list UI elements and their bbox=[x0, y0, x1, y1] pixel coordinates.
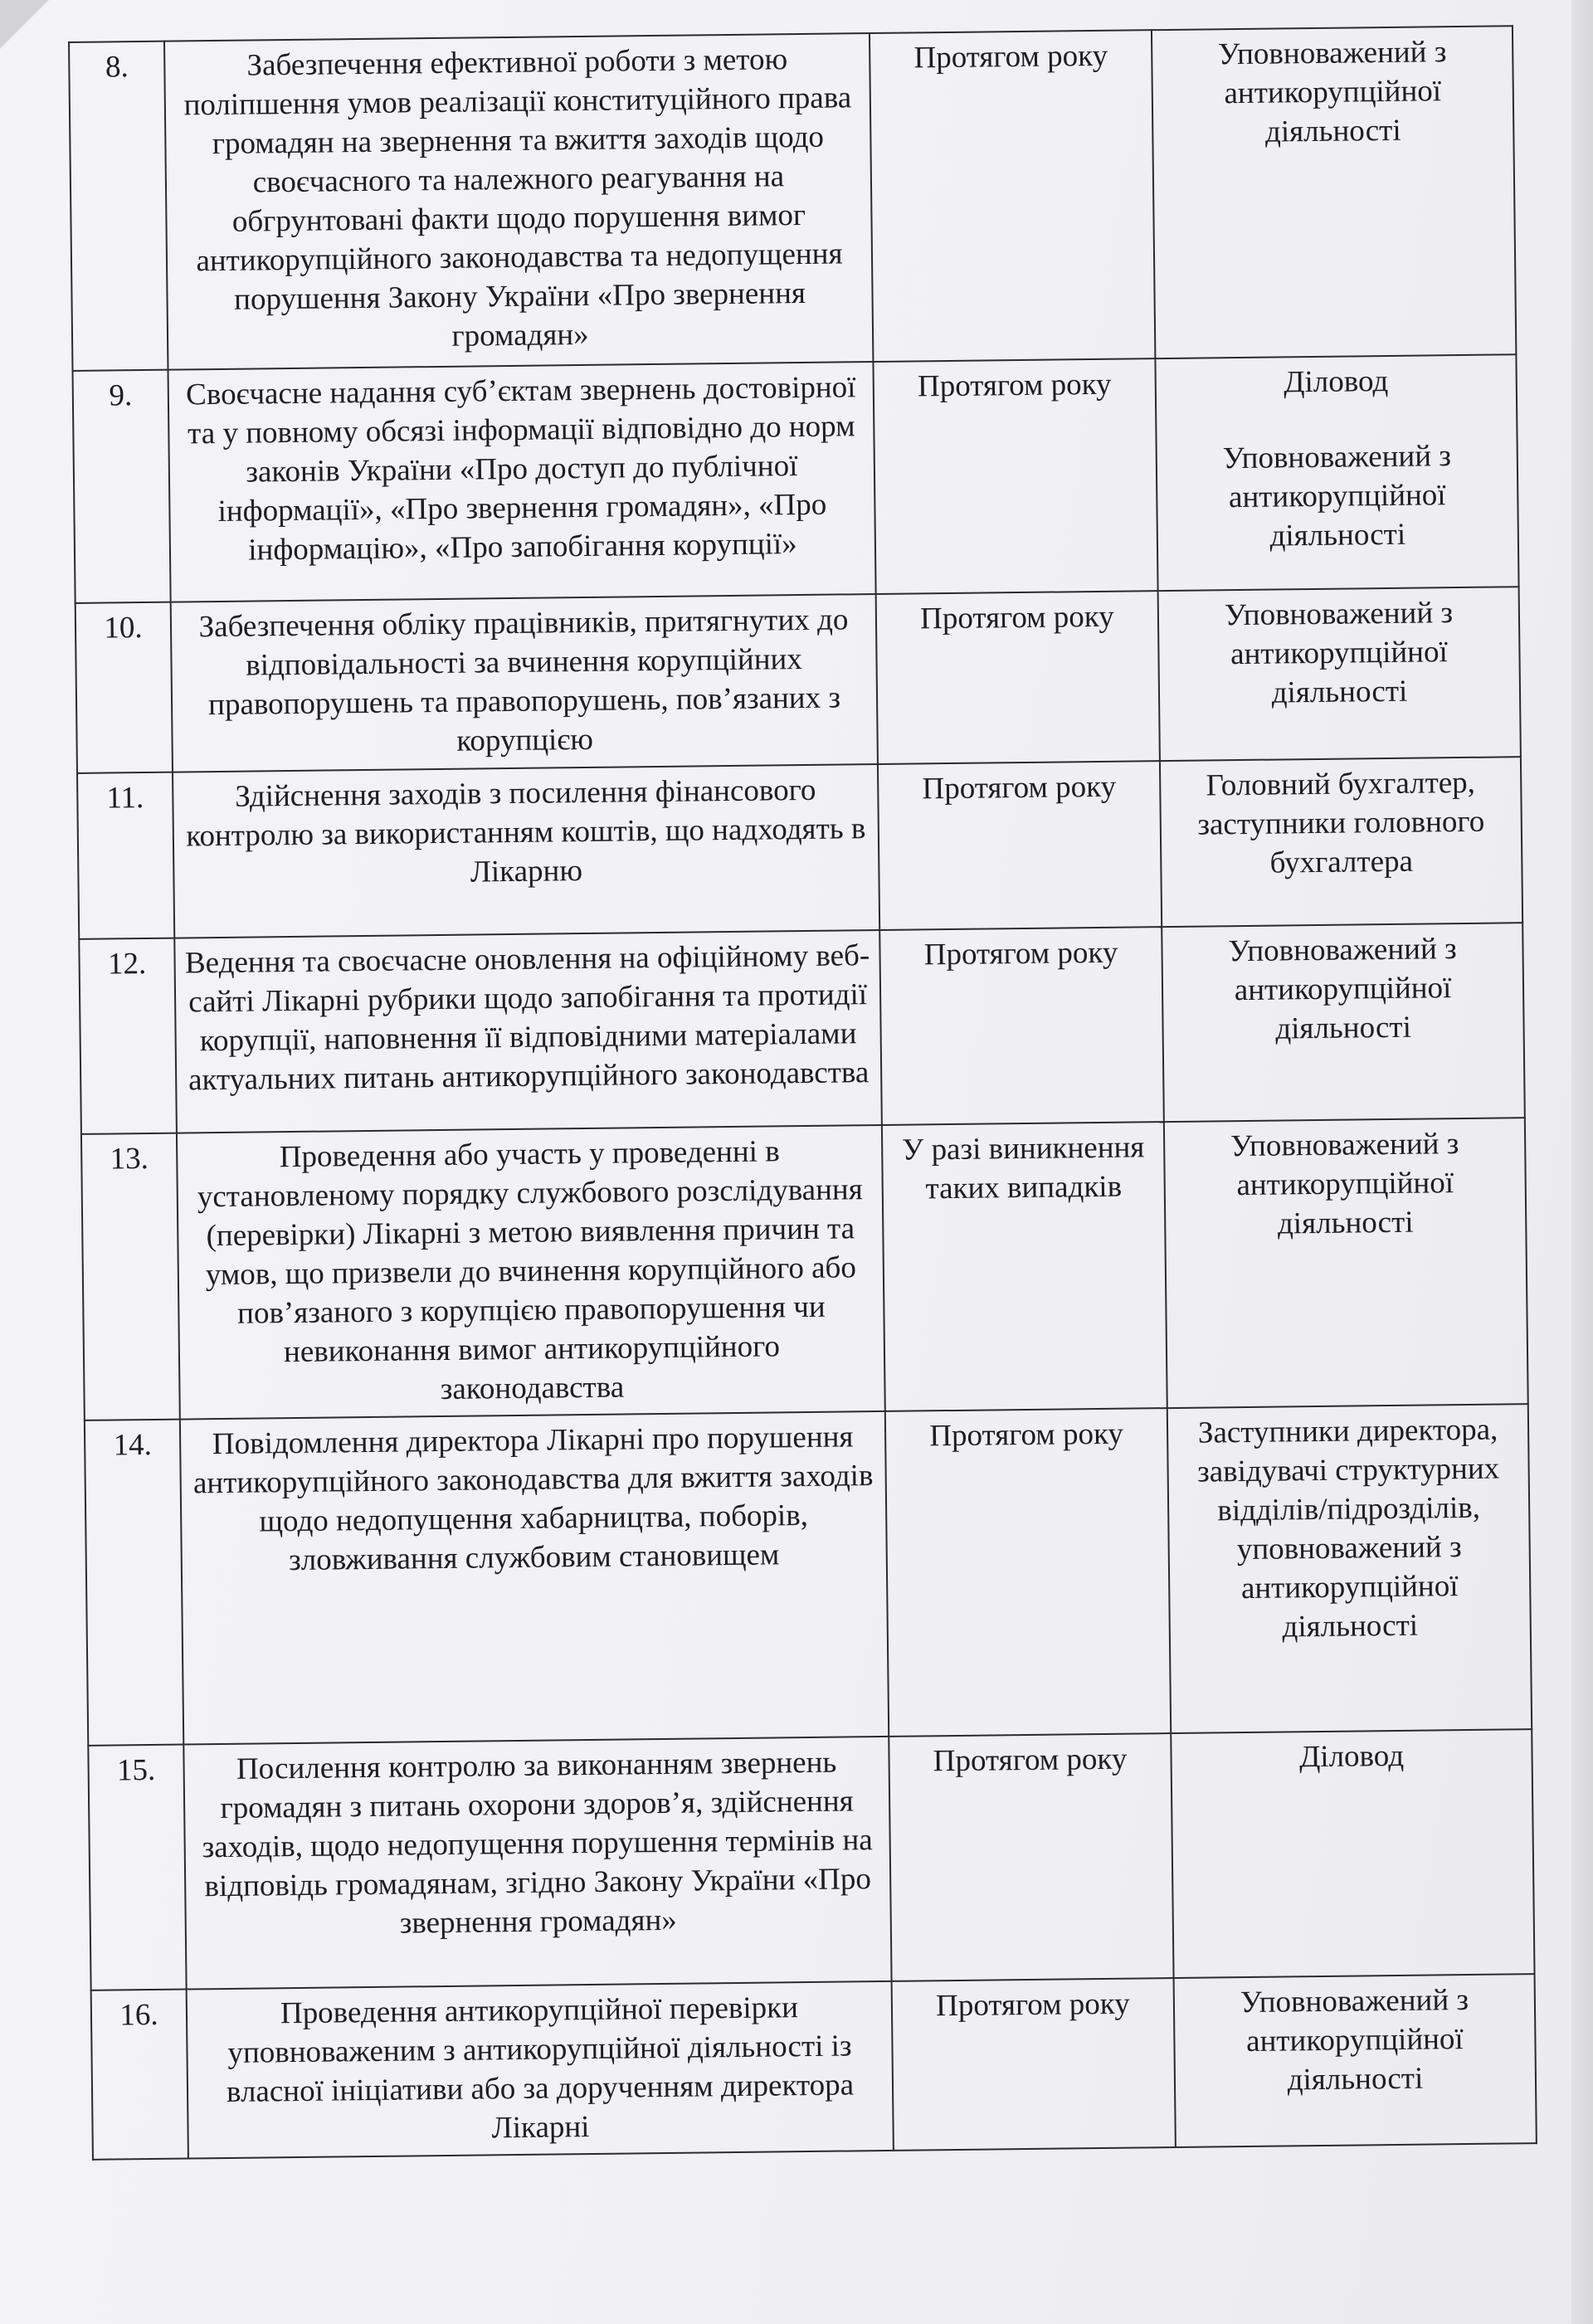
responsible-line: Уповноважений з антикорупційної діяльності bbox=[1222, 439, 1452, 553]
table-row bbox=[73, 354, 1519, 603]
action-cell: Проведення антикорупційної перевірки уповноваженим з антикорупційної діяльності із власної ініціативи або за дорученням директора Лікарні bbox=[187, 1981, 894, 2159]
table-row bbox=[76, 587, 1521, 773]
responsible-line: Уповноважений з антикорупційної діяльності bbox=[1224, 596, 1454, 710]
row-number: 10. bbox=[76, 602, 173, 773]
responsible-line: Уповноважений з антикорупційної діяльності bbox=[1217, 35, 1447, 149]
term-cell: Протягом року bbox=[885, 1408, 1171, 1737]
table-row bbox=[81, 1118, 1528, 1420]
row-number: 15. bbox=[88, 1745, 186, 1990]
action-cell: Ведення та своєчасне оновлення на офіційному веб-сайті Лікарні рубрики щодо запобігання та протидії корупції, наповнення її відповідними матеріалами актуальних питань антикорупційного законодавства bbox=[174, 930, 882, 1133]
responsible-cell bbox=[1152, 26, 1516, 358]
responsible-line: Діловод bbox=[1298, 1738, 1405, 1775]
responsible-cell bbox=[1167, 1404, 1532, 1733]
responsible-cell bbox=[1155, 354, 1518, 591]
term-cell: Протягом року bbox=[892, 1978, 1176, 2151]
term-cell: Протягом року bbox=[876, 591, 1160, 764]
action-cell: Своєчасне надання суб’єктам звернень достовірної та у повному обсязі інформації відповідно до норм законів України «Про доступ до публічної інформації», «Про звернення громадян», «Про інформацію», «Про запобігання корупції» bbox=[168, 362, 875, 602]
responsible-line: Головний бухгалтер, заступники головного бухгалтера bbox=[1197, 765, 1485, 880]
responsible-cell bbox=[1164, 1118, 1528, 1408]
term-cell: Протягом року bbox=[879, 927, 1164, 1125]
action-cell: Посилення контролю за виконанням звернень громадян з питань охорони здоров’я, здійснення заходів, щодо недопущення порушення термінів на відповідь громадянам, згідно Закону України «Про звернення громадян» bbox=[183, 1737, 891, 1990]
row-number: 13. bbox=[81, 1133, 180, 1420]
row-number: 16. bbox=[91, 1990, 188, 2160]
term-cell: Протягом року bbox=[889, 1733, 1173, 1981]
term-cell: Протягом року bbox=[873, 358, 1157, 594]
responsible-line: Заступники директора, завідувачі структурних відділів/підрозділів, уповноважений з антикорупційної діяльності bbox=[1196, 1412, 1500, 1644]
responsible-cell bbox=[1174, 1974, 1537, 2147]
folded-corner bbox=[0, 0, 50, 50]
table-row bbox=[77, 757, 1522, 939]
row-number: 12. bbox=[79, 938, 177, 1134]
anticorruption-plan-table bbox=[68, 25, 1537, 2161]
table-row bbox=[88, 1729, 1534, 1990]
responsible-line: Уповноважений з антикорупційної діяльності bbox=[1230, 1127, 1459, 1241]
action-cell: Проведення або участь у проведенні в установленому порядку службового розслідування (перевірки) Лікарні з метою виявлення причин та умов, що призвели до вчинення корупційного або пов’язаного з корупцією правопорушення чи невиконання вимог антикорупційного законодавства bbox=[177, 1125, 885, 1420]
row-number: 9. bbox=[73, 370, 171, 603]
table-row bbox=[69, 26, 1516, 371]
term-cell: Протягом року bbox=[870, 30, 1155, 362]
table-row bbox=[91, 1974, 1537, 2160]
row-number: 14. bbox=[85, 1420, 183, 1746]
action-cell: Здійснення заходів з посилення фінансового контролю за використанням коштів, що надходять в Лікарню bbox=[173, 764, 879, 938]
action-cell: Забезпечення ефективної роботи з метою поліпшення умов реалізації конституційного права громадян на звернення та вжиття заходів щодо своєчасного та належного реагування на обгрунтовані факти щодо порушення вимог антикорупційного законодавства та недопущення порушення Закону України «Про звернення громадян» bbox=[164, 33, 873, 370]
term-cell: У разі виникнення таких випадків bbox=[882, 1122, 1167, 1411]
responsible-cell bbox=[1160, 757, 1522, 927]
term-cell: Протягом року bbox=[878, 761, 1162, 930]
responsible-line: Уповноважений з антикорупційної діяльності bbox=[1240, 1983, 1469, 2097]
responsible-cell bbox=[1158, 587, 1521, 761]
table-row bbox=[85, 1404, 1532, 1746]
responsible-line: Діловод bbox=[1284, 363, 1389, 400]
responsible-cell bbox=[1162, 923, 1525, 1122]
action-cell: Забезпечення обліку працівників, притягнутих до відповідальності за вчинення корупційних правопорушень та правопорушень, пов’язаних з корупцією bbox=[171, 594, 878, 772]
responsible-cell bbox=[1171, 1729, 1534, 1978]
action-cell: Повідомлення директора Лікарні про порушення антикорупційного законодавства для вжиття заходів щодо недопущення хабарництва, поборів, зловживання службовим становищем bbox=[180, 1411, 889, 1745]
page-edge bbox=[1571, 0, 1593, 2324]
table-row bbox=[79, 923, 1525, 1134]
responsible-line: Уповноважений з антикорупційної діяльності bbox=[1228, 932, 1457, 1046]
row-number: 11. bbox=[77, 772, 174, 939]
row-number: 8. bbox=[69, 41, 168, 371]
